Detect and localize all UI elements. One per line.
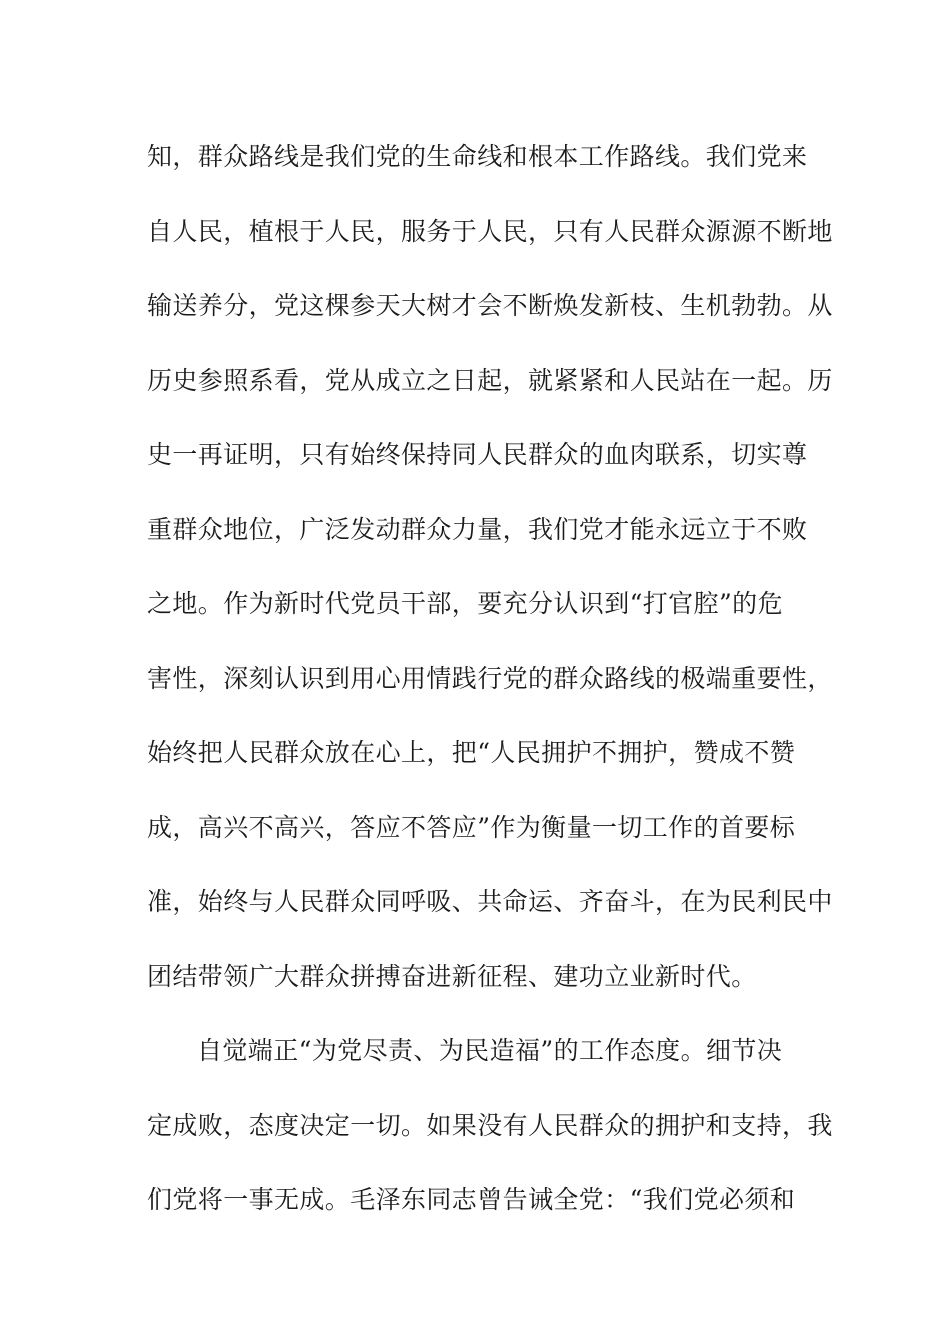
text-line: 成，高兴不高兴，答应不答应”作为衡量一切工作的首要标 [147, 812, 796, 842]
text-line: 之地。作为新时代党员干部，要充分认识到“打官腔”的危 [147, 589, 783, 618]
text-line: 知，群众路线是我们党的生命线和根本工作路线。我们党来 [147, 142, 808, 171]
text-line: 定成败，态度决定一切。如果没有人民群众的拥护和支持，我 [147, 1110, 833, 1140]
text-line: 团结带领广大群众拼搏奋进新征程、建功立业新时代。 [147, 961, 757, 991]
text-line: 自人民，植根于人民，服务于人民，只有人民群众源源不断地 [147, 216, 833, 246]
text-line: 始终把人民群众放在心上，把“人民拥护不拥护，赞成不赞 [147, 738, 796, 767]
text-line: 害性，深刻认识到用心用情践行党的群众路线的极端重要性， [147, 663, 833, 693]
text-line: 历史参照系看，党从成立之日起，就紧紧和人民站在一起。历 [147, 365, 833, 395]
paragraph-start-line: 自觉端正“为党尽责、为民造福”的工作态度。细节决 [197, 1036, 783, 1065]
text-line: 们党将一事无成。毛泽东同志曾告诫全党：“我们党必须和 [147, 1185, 796, 1214]
text-line: 准，始终与人民群众同呼吸、共命运、齐奋斗，在为民利民中 [147, 887, 833, 916]
text-line: 输送养分，党这棵参天大树才会不断焕发新枝、生机勃勃。从 [147, 291, 833, 320]
text-line: 史一再证明，只有始终保持同人民群众的血肉联系，切实尊 [147, 440, 808, 469]
body-text [147, 120, 833, 1238]
text-line: 重群众地位，广泛发动群众力量，我们党才能永远立于不败 [147, 514, 808, 544]
